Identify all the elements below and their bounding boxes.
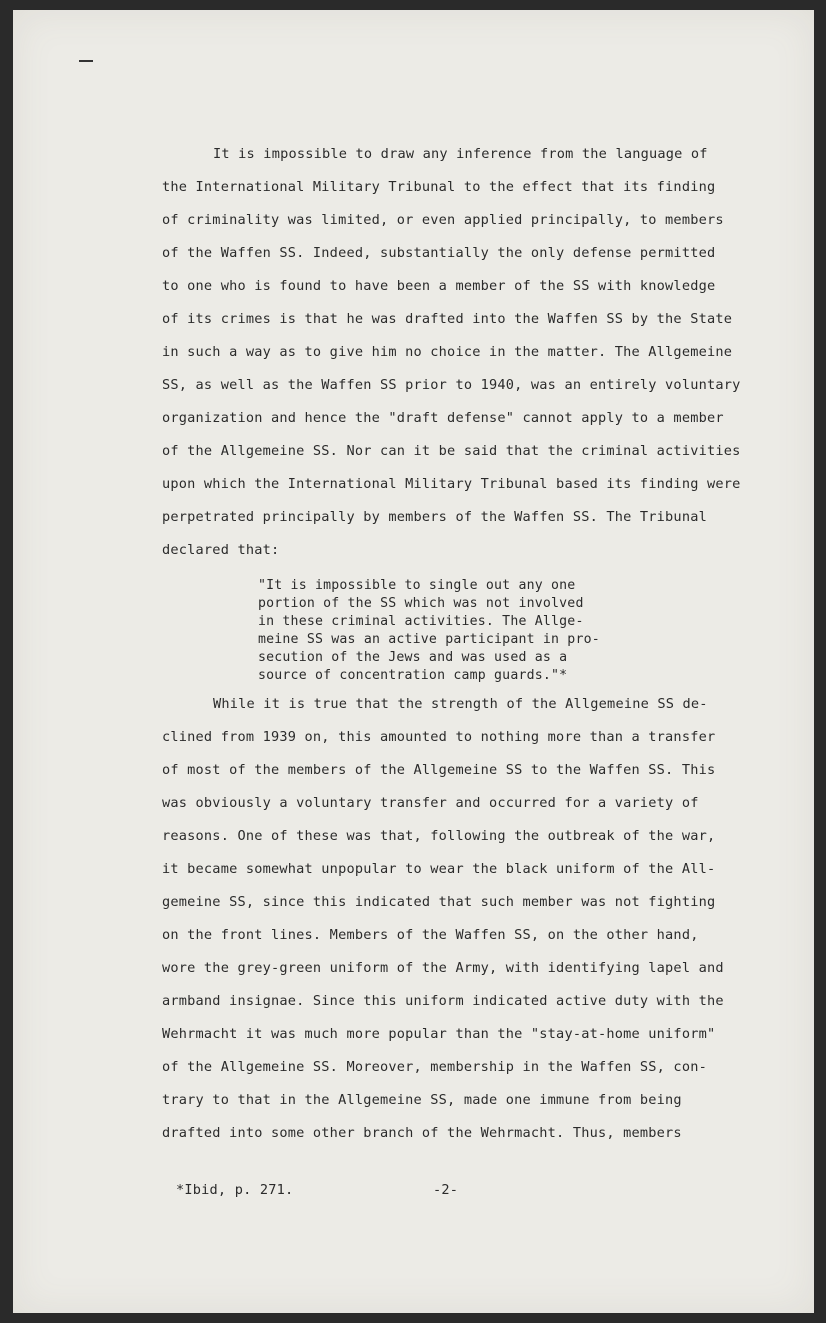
quote-line: secution of the Jews and was used as a (258, 650, 568, 665)
paragraph-1-line: of the Allgemeine SS. Nor can it be said that the criminal activities (162, 443, 741, 459)
paragraph-1-line: organization and hence the "draft defense" cannot apply to a member (162, 410, 724, 426)
quote-line: source of concentration camp guards."* (258, 668, 568, 683)
paragraph-1-line: of the Waffen SS. Indeed, substantially the only defense permitted (162, 245, 716, 261)
paragraph-1-line: to one who is found to have been a member of the SS with knowledge (162, 278, 716, 294)
quote-line: "It is impossible to single out any one (258, 578, 576, 593)
paragraph-2-line: wore the grey-green uniform of the Army, with identifying lapel and (162, 960, 724, 976)
paragraph-1-line: SS, as well as the Waffen SS prior to 1940, was an entirely voluntary (162, 377, 741, 393)
paragraph-2-line: was obviously a voluntary transfer and occurred for a variety of (162, 795, 699, 811)
paragraph-2-line: trary to that in the Allgemeine SS, made one immune from being (162, 1092, 682, 1108)
quote-line: in these criminal activities. The Allge- (258, 614, 584, 629)
paragraph-1-line: upon which the International Military Tribunal based its finding were (162, 476, 741, 492)
quote-line: portion of the SS which was not involved (258, 596, 584, 611)
stray-mark (79, 60, 93, 62)
paragraph-1-line: the International Military Tribunal to the effect that its finding (162, 179, 716, 195)
paragraph-2-line: clined from 1939 on, this amounted to nothing more than a transfer (162, 729, 716, 745)
paragraph-2-line: While it is true that the strength of the Allgemeine SS de- (213, 696, 708, 712)
footnote: *Ibid, p. 271. (176, 1182, 294, 1198)
paragraph-2-line: reasons. One of these was that, following the outbreak of the war, (162, 828, 716, 844)
paragraph-1-line: declared that: (162, 542, 280, 558)
quote-line: meine SS was an active participant in pro- (258, 632, 600, 647)
paragraph-2-line: of most of the members of the Allgemeine SS to the Waffen SS. This (162, 762, 716, 778)
paragraph-1-line: of its crimes is that he was drafted into the Waffen SS by the State (162, 311, 733, 327)
paragraph-2-line: drafted into some other branch of the Wehrmacht. Thus, members (162, 1125, 682, 1141)
paragraph-2-line: gemeine SS, since this indicated that such member was not fighting (162, 894, 716, 910)
paragraph-2-line: of the Allgemeine SS. Moreover, membership in the Waffen SS, con- (162, 1059, 707, 1075)
paragraph-2-line: armband insignae. Since this uniform indicated active duty with the (162, 993, 724, 1009)
paragraph-2-line: on the front lines. Members of the Waffen SS, on the other hand, (162, 927, 699, 943)
paragraph-2-line: Wehrmacht it was much more popular than the "stay-at-home uniform" (162, 1026, 716, 1042)
paragraph-1-line: perpetrated principally by members of the Waffen SS. The Tribunal (162, 509, 707, 525)
paragraph-1-line: of criminality was limited, or even applied principally, to members (162, 212, 724, 228)
paragraph-1-line: in such a way as to give him no choice in the matter. The Allgemeine (162, 344, 733, 360)
paragraph-1-line: It is impossible to draw any inference from the language of (213, 146, 708, 162)
paragraph-2-line: it became somewhat unpopular to wear the black uniform of the All- (162, 861, 716, 877)
page-number: -2- (433, 1182, 459, 1198)
